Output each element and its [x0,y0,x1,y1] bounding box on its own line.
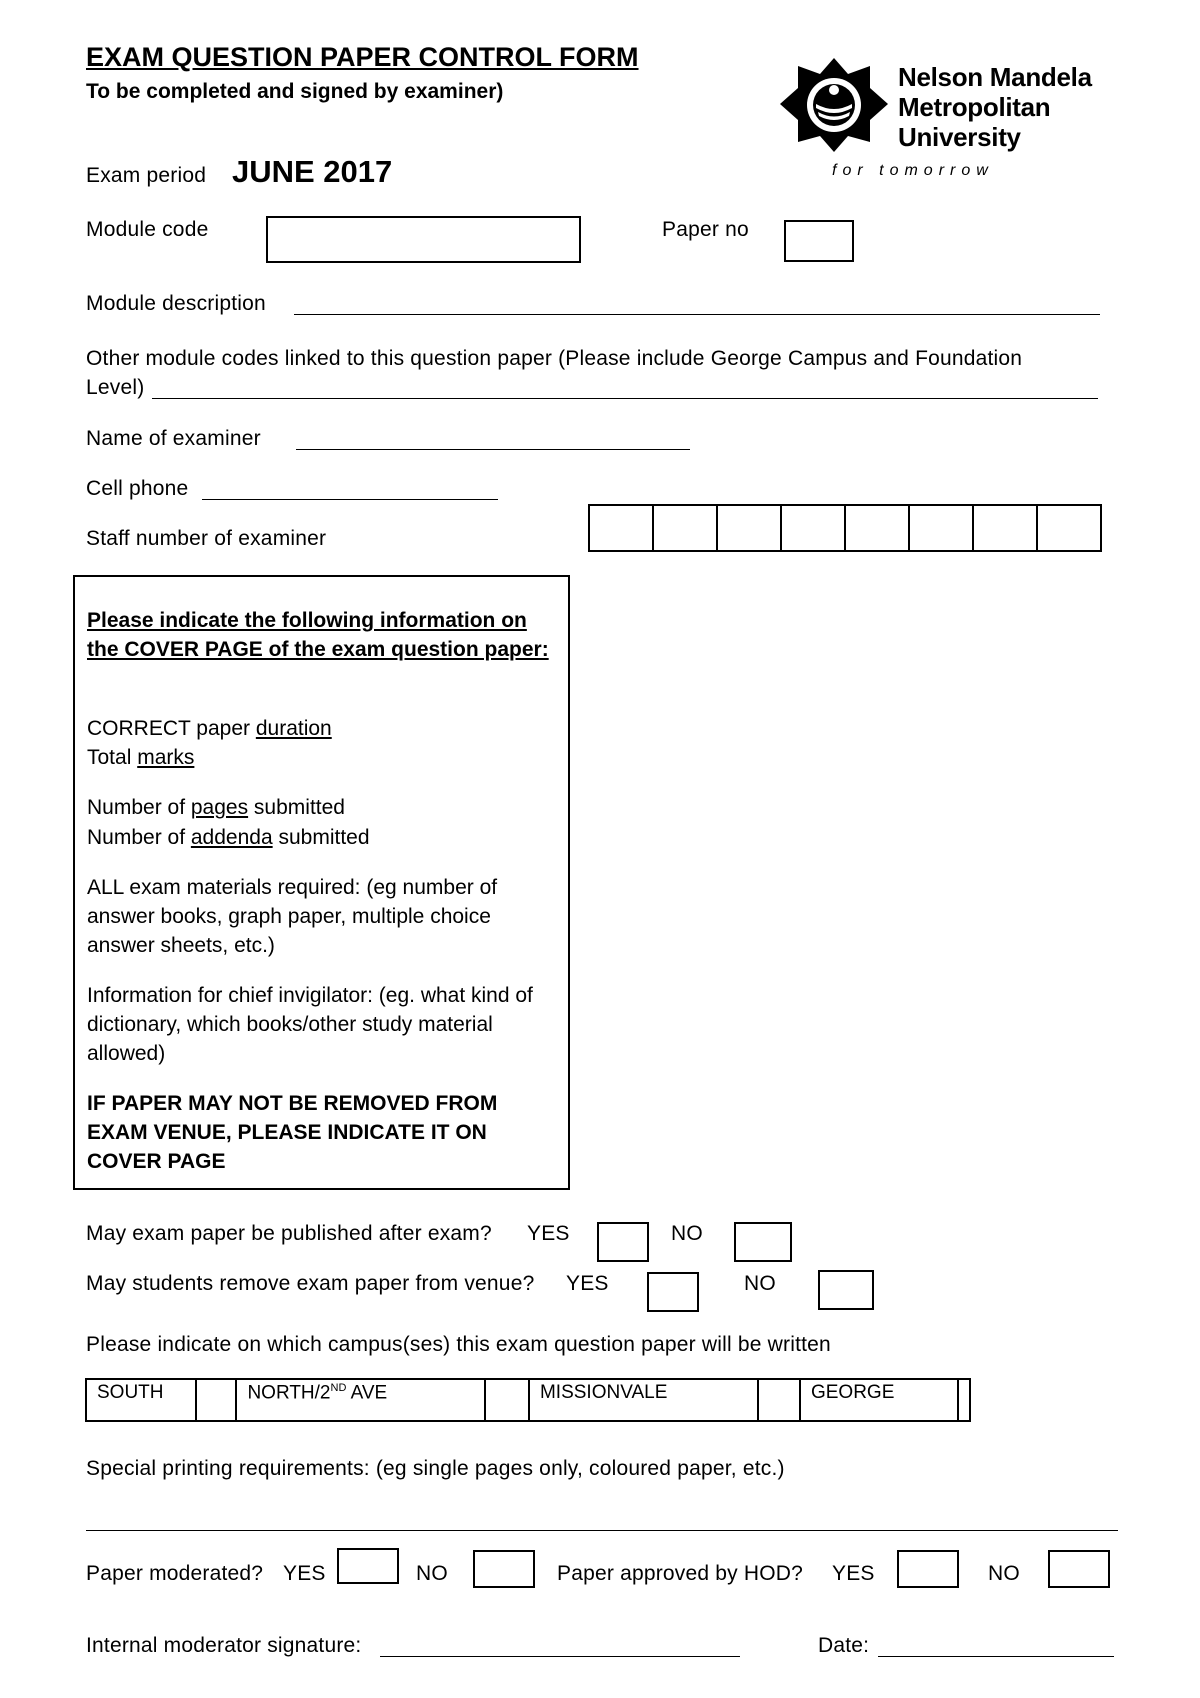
special-printing-line[interactable] [86,1530,1118,1531]
staff-digit-box[interactable] [1038,506,1100,550]
paper-no-field[interactable] [784,220,854,262]
moderated-yes-label: YES [283,1562,326,1585]
publish-yes-label: YES [527,1222,570,1245]
remove-question-label: May students remove exam paper from venue? [86,1272,535,1295]
campus-south-checkbox[interactable] [197,1380,237,1420]
signature-label: Internal moderator signature: [86,1634,362,1657]
hod-no-checkbox[interactable] [1048,1550,1110,1588]
campus-missionvale-label: MISSIONVALE [530,1380,759,1420]
info-addenda: Number of addenda submitted [87,826,370,849]
university-name-line2: Metropolitan [898,92,1051,122]
staff-number-label: Staff number of examiner [86,527,327,550]
form-title: EXAM QUESTION PAPER CONTROL FORM [86,42,639,72]
examiner-name-line[interactable] [296,449,690,450]
university-tagline: for tomorrow [832,162,994,179]
staff-digit-box[interactable] [974,506,1038,550]
campus-prompt: Please indicate on which campus(ses) this exam question paper will be written [86,1333,831,1356]
campus-george-label: GEORGE [801,1380,959,1420]
info-pages: Number of pages submitted [87,796,345,819]
special-printing-label: Special printing requirements: (eg single pages only, coloured paper, etc.) [86,1457,785,1480]
publish-question-label: May exam paper be published after exam? [86,1222,492,1245]
other-codes-line2: Level) [86,376,145,399]
other-codes-line[interactable] [152,398,1098,399]
campus-north-label: NORTH/2ND AVE [237,1380,485,1420]
staff-number-grid [588,504,1102,552]
module-description-label: Module description [86,292,266,315]
campus-south-label: SOUTH [87,1380,197,1420]
university-name-line1: Nelson Mandela [898,62,1092,92]
remove-yes-checkbox[interactable] [647,1272,699,1312]
staff-digit-box[interactable] [590,506,654,550]
date-label: Date: [818,1634,870,1657]
staff-digit-box[interactable] [782,506,846,550]
cell-phone-label: Cell phone [86,477,189,500]
signature-line[interactable] [380,1656,740,1657]
info-warning: IF PAPER MAY NOT BE REMOVED FROM EXAM VENUE, PLEASE INDICATE IT ON COVER PAGE [87,1092,498,1173]
cell-phone-line[interactable] [202,499,498,500]
campus-missionvale-checkbox[interactable] [759,1380,801,1420]
module-description-line[interactable] [294,314,1100,315]
hod-yes-label: YES [832,1562,875,1585]
form-subtitle: To be completed and signed by examiner) [86,80,504,103]
info-materials: ALL exam materials required: (eg number of answer books, graph paper, multiple choice answer sheets, etc.) [87,876,498,957]
campus-george-checkbox[interactable] [959,1380,969,1420]
info-marks: Total marks [87,746,195,769]
moderated-no-checkbox[interactable] [473,1550,535,1588]
remove-yes-label: YES [566,1272,609,1295]
cover-page-info-box [73,575,570,1190]
hod-label: Paper approved by HOD? [557,1562,804,1585]
other-codes-line1: Other module codes linked to this question paper (Please include George Campus and Foundation [86,347,1023,370]
remove-no-label: NO [744,1272,776,1295]
staff-digit-box[interactable] [718,506,782,550]
info-heading: Please indicate the following information on the COVER PAGE of the exam question paper: [87,609,549,661]
info-duration: CORRECT paper duration [87,717,332,740]
moderated-no-label: NO [416,1562,448,1585]
campus-table [85,1378,971,1422]
moderated-label: Paper moderated? [86,1562,264,1585]
publish-no-label: NO [671,1222,703,1245]
staff-digit-box[interactable] [910,506,974,550]
exam-period-value: JUNE 2017 [232,154,393,189]
exam-period-label: Exam period [86,164,207,187]
university-name-line3: University [898,122,1021,152]
module-code-field[interactable] [266,216,581,263]
info-invigilator: Information for chief invigilator: (eg. what kind of dictionary, which books/other study material allowed) [87,984,533,1065]
hod-no-label: NO [988,1562,1020,1585]
examiner-name-label: Name of examiner [86,427,261,450]
campus-north-checkbox[interactable] [486,1380,530,1420]
staff-digit-box[interactable] [654,506,718,550]
moderated-yes-checkbox[interactable] [337,1548,399,1584]
publish-no-checkbox[interactable] [734,1222,792,1262]
date-line[interactable] [878,1656,1114,1657]
module-code-label: Module code [86,218,209,241]
remove-no-checkbox[interactable] [818,1270,874,1310]
hod-yes-checkbox[interactable] [897,1550,959,1588]
publish-yes-checkbox[interactable] [597,1222,649,1262]
staff-digit-box[interactable] [846,506,910,550]
paper-no-label: Paper no [662,218,749,241]
university-logo-icon [778,56,890,154]
